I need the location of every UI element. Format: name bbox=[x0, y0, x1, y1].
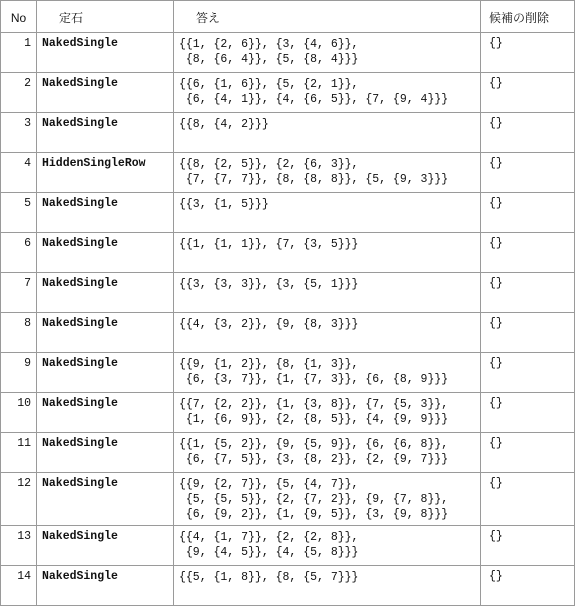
table-row bbox=[1, 73, 575, 113]
row-number: 4 bbox=[1, 153, 37, 193]
header-joseki: 定石 bbox=[37, 1, 174, 33]
row-candidate-removal: {} bbox=[481, 73, 575, 113]
answer-line: {8, {6, 4}}, {5, {8, 4}}} bbox=[179, 53, 359, 66]
row-number: 12 bbox=[1, 473, 37, 526]
answer-line: {1, {6, 9}}, {2, {8, 5}}, {4, {9, 9}}} bbox=[179, 413, 449, 426]
row-joseki: NakedSingle bbox=[37, 526, 174, 566]
table-row bbox=[1, 33, 575, 73]
row-candidate-removal: {} bbox=[481, 193, 575, 233]
row-number: 10 bbox=[1, 393, 37, 433]
answer-line: {{1, {5, 2}}, {9, {5, 9}}, {6, {6, 8}}, bbox=[179, 438, 449, 451]
row-answer bbox=[174, 433, 481, 473]
table-row bbox=[1, 433, 575, 473]
row-number: 8 bbox=[1, 313, 37, 353]
row-answer bbox=[174, 313, 481, 353]
header-no: No bbox=[1, 1, 37, 33]
row-answer bbox=[174, 353, 481, 393]
table-row bbox=[1, 566, 575, 606]
answer-line: {7, {7, 7}}, {8, {8, 8}}, {5, {9, 3}}} bbox=[179, 173, 449, 186]
row-number: 1 bbox=[1, 33, 37, 73]
answer-line: {{7, {2, 2}}, {1, {3, 8}}, {7, {5, 3}}, bbox=[179, 398, 449, 411]
row-number: 6 bbox=[1, 233, 37, 273]
answer-line: {6, {3, 7}}, {1, {7, 3}}, {6, {8, 9}}} bbox=[179, 373, 449, 386]
row-candidate-removal: {} bbox=[481, 113, 575, 153]
row-candidate-removal: {} bbox=[481, 473, 575, 526]
row-number: 13 bbox=[1, 526, 37, 566]
row-answer bbox=[174, 526, 481, 566]
answer-line: {{9, {1, 2}}, {8, {1, 3}}, bbox=[179, 358, 359, 371]
row-joseki: NakedSingle bbox=[37, 393, 174, 433]
row-answer bbox=[174, 193, 481, 233]
row-number: 7 bbox=[1, 273, 37, 313]
table-row bbox=[1, 393, 575, 433]
answer-line: {{4, {1, 7}}, {2, {2, 8}}, bbox=[179, 531, 359, 544]
row-joseki: NakedSingle bbox=[37, 473, 174, 526]
row-joseki: NakedSingle bbox=[37, 313, 174, 353]
table-row bbox=[1, 193, 575, 233]
answer-line: {{8, {2, 5}}, {2, {6, 3}}, bbox=[179, 158, 359, 171]
answer-line: {{4, {3, 2}}, {9, {8, 3}}} bbox=[179, 318, 359, 331]
answer-line: {6, {9, 2}}, {1, {9, 5}}, {3, {9, 8}}} bbox=[179, 508, 449, 521]
row-candidate-removal: {} bbox=[481, 273, 575, 313]
table-row bbox=[1, 313, 575, 353]
row-joseki: NakedSingle bbox=[37, 233, 174, 273]
row-number: 5 bbox=[1, 193, 37, 233]
header-candidate-removal: 候補の削除 bbox=[481, 1, 575, 33]
table-row bbox=[1, 526, 575, 566]
table-row bbox=[1, 113, 575, 153]
row-number: 2 bbox=[1, 73, 37, 113]
answer-line: {{1, {1, 1}}, {7, {3, 5}}} bbox=[179, 238, 359, 251]
row-joseki: NakedSingle bbox=[37, 273, 174, 313]
row-candidate-removal: {} bbox=[481, 526, 575, 566]
table-row bbox=[1, 233, 575, 273]
row-candidate-removal: {} bbox=[481, 33, 575, 73]
row-joseki: NakedSingle bbox=[37, 113, 174, 153]
answer-line: {{5, {1, 8}}, {8, {5, 7}}} bbox=[179, 571, 359, 584]
row-joseki: NakedSingle bbox=[37, 433, 174, 473]
row-answer bbox=[174, 566, 481, 606]
answer-line: {6, {7, 5}}, {3, {8, 2}}, {2, {9, 7}}} bbox=[179, 453, 449, 466]
row-answer bbox=[174, 33, 481, 73]
answer-line: {{9, {2, 7}}, {5, {4, 7}}, bbox=[179, 478, 359, 491]
answer-line: {{3, {3, 3}}, {3, {5, 1}}} bbox=[179, 278, 359, 291]
answer-line: {{8, {4, 2}}} bbox=[179, 118, 269, 131]
answer-line: {{6, {1, 6}}, {5, {2, 1}}, bbox=[179, 78, 359, 91]
row-number: 11 bbox=[1, 433, 37, 473]
row-joseki: HiddenSingleRow bbox=[37, 153, 174, 193]
row-answer bbox=[174, 73, 481, 113]
row-answer bbox=[174, 273, 481, 313]
table-row bbox=[1, 473, 575, 526]
table-row bbox=[1, 153, 575, 193]
row-answer bbox=[174, 393, 481, 433]
row-number: 9 bbox=[1, 353, 37, 393]
row-candidate-removal: {} bbox=[481, 313, 575, 353]
row-joseki: NakedSingle bbox=[37, 566, 174, 606]
row-joseki: NakedSingle bbox=[37, 353, 174, 393]
row-candidate-removal: {} bbox=[481, 153, 575, 193]
row-candidate-removal: {} bbox=[481, 566, 575, 606]
row-joseki: NakedSingle bbox=[37, 73, 174, 113]
table-header-row bbox=[1, 1, 575, 33]
row-candidate-removal: {} bbox=[481, 393, 575, 433]
answer-line: {6, {4, 1}}, {4, {6, 5}}, {7, {9, 4}}} bbox=[179, 93, 449, 106]
answer-line: {5, {5, 5}}, {2, {7, 2}}, {9, {7, 8}}, bbox=[179, 493, 449, 506]
row-answer bbox=[174, 233, 481, 273]
row-number: 3 bbox=[1, 113, 37, 153]
table-row bbox=[1, 273, 575, 313]
row-candidate-removal: {} bbox=[481, 433, 575, 473]
row-answer bbox=[174, 153, 481, 193]
answer-line: {9, {4, 5}}, {4, {5, 8}}} bbox=[179, 546, 359, 559]
row-joseki: NakedSingle bbox=[37, 193, 174, 233]
answer-line: {{3, {1, 5}}} bbox=[179, 198, 269, 211]
row-candidate-removal: {} bbox=[481, 353, 575, 393]
row-answer bbox=[174, 473, 481, 526]
table-row bbox=[1, 353, 575, 393]
answer-line: {{1, {2, 6}}, {3, {4, 6}}, bbox=[179, 38, 359, 51]
row-joseki: NakedSingle bbox=[37, 33, 174, 73]
row-number: 14 bbox=[1, 566, 37, 606]
header-answer: 答え bbox=[174, 1, 481, 33]
row-answer bbox=[174, 113, 481, 153]
row-candidate-removal: {} bbox=[481, 233, 575, 273]
